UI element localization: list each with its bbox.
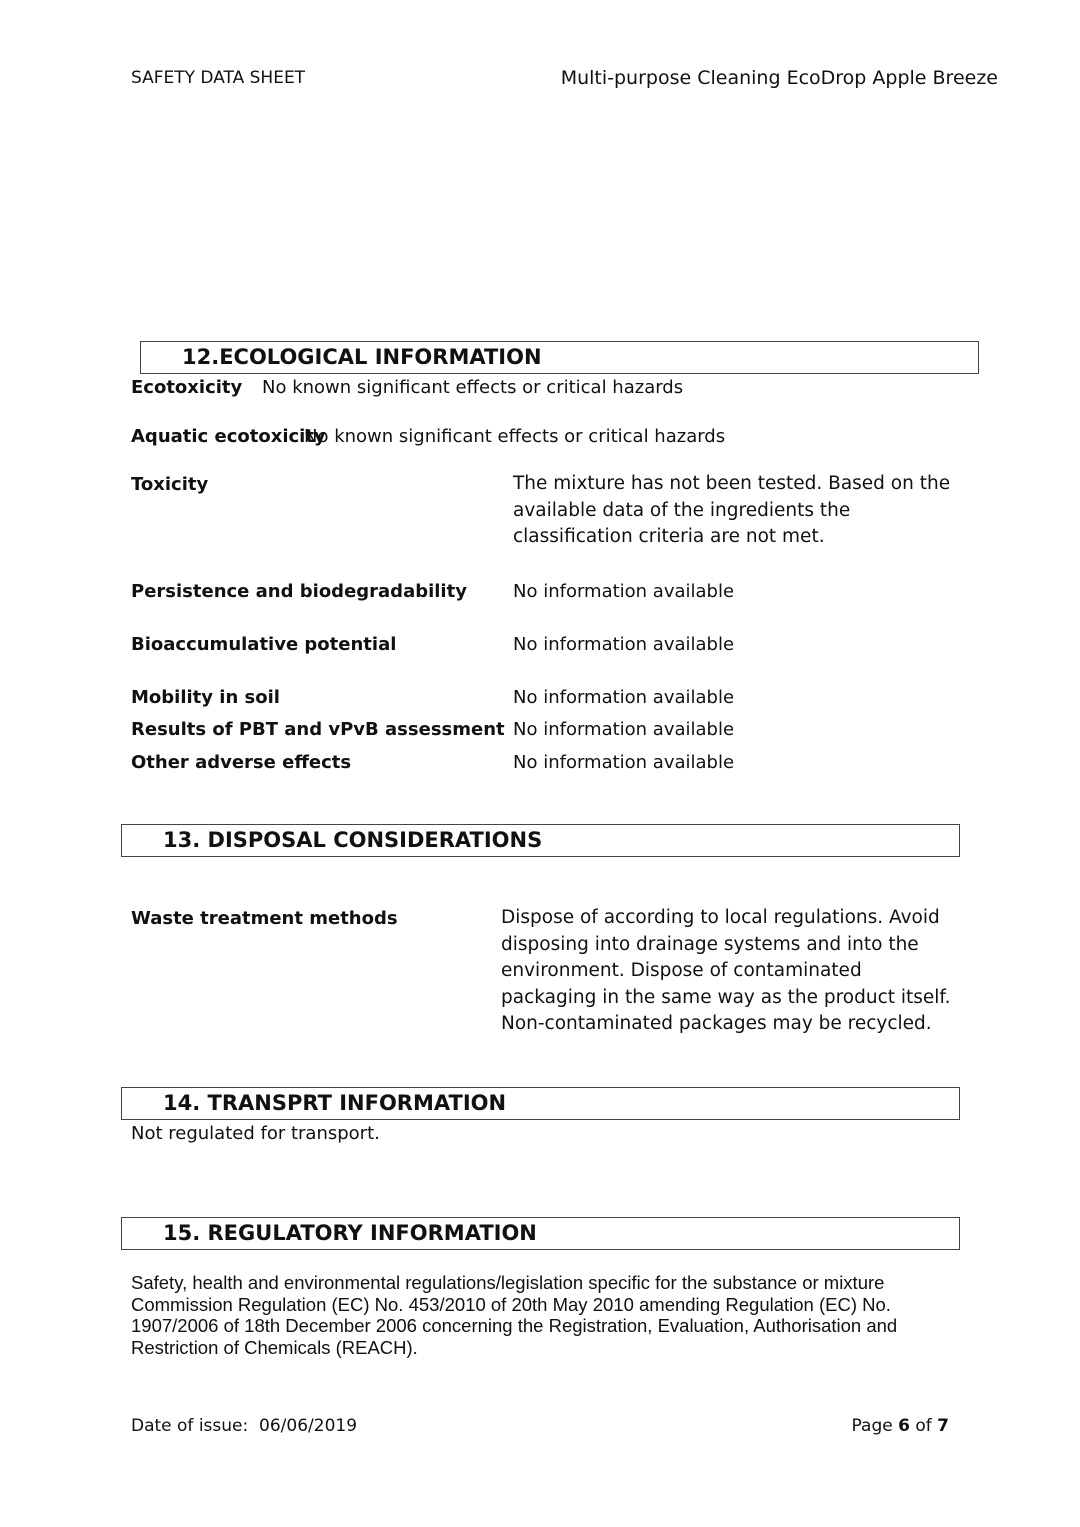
pbt-label: Results of PBT and vPvB assessment bbox=[131, 719, 505, 740]
persistence-label: Persistence and biodegradability bbox=[131, 581, 467, 602]
toxicity-value: The mixture has not been tested. Based on the available data of the ingredients the classification criteria are not met. bbox=[513, 473, 951, 547]
waste-treatment-label: Waste treatment methods bbox=[131, 908, 398, 929]
page-current: 6 bbox=[898, 1416, 910, 1436]
pbt-value: No information available bbox=[513, 719, 735, 740]
aquatic-ecotoxicity-label: Aquatic ecotoxicity bbox=[131, 426, 326, 447]
ecotoxicity-label: Ecotoxicity bbox=[131, 377, 243, 398]
waste-treatment-value: Dispose of according to local regulations. Avoid disposing into drainage systems and into the environment. Dispose of contaminated packaging in the same way as the product itself. Non-contaminated packages may be recycled. bbox=[501, 907, 951, 1034]
section-13-box bbox=[121, 824, 960, 857]
page-word: Page bbox=[851, 1416, 893, 1436]
toxicity-label: Toxicity bbox=[131, 474, 209, 495]
header-product-name: Multi-purpose Cleaning EcoDrop Apple Breeze bbox=[560, 67, 998, 89]
section-15-box bbox=[121, 1217, 960, 1250]
regulatory-text: Safety, health and environmental regulations/legislation specific for the substance or mixture Commission Regulation (EC) No. 453/2010 of 20th May 2010 amending Regulation (EC) No. 1907/2006 of 18th December 2006 concerning the Registration, Evaluation, Authorisation and Restriction of Chemicals (REACH). bbox=[131, 1272, 898, 1358]
page-of: of bbox=[915, 1416, 932, 1436]
mobility-label: Mobility in soil bbox=[131, 687, 280, 708]
persistence-value: No information available bbox=[513, 581, 735, 602]
section-12-box bbox=[140, 341, 979, 374]
header-document-type: SAFETY DATA SHEET bbox=[131, 68, 306, 88]
section-14-box bbox=[121, 1087, 960, 1120]
section-14-title: 14. TRANSPRT INFORMATION bbox=[163, 1091, 507, 1115]
transport-text: Not regulated for transport. bbox=[131, 1123, 380, 1144]
bioaccumulative-value: No information available bbox=[513, 634, 735, 655]
footer-page-number bbox=[852, 1416, 949, 1436]
footer-issue-date bbox=[131, 1416, 357, 1436]
other-effects-label: Other adverse effects bbox=[131, 752, 352, 773]
bioaccumulative-label: Bioaccumulative potential bbox=[131, 634, 397, 655]
section-12-title: 12.ECOLOGICAL INFORMATION bbox=[182, 345, 542, 369]
section-13-title: 13. DISPOSAL CONSIDERATIONS bbox=[163, 828, 543, 852]
page-total: 7 bbox=[937, 1416, 949, 1436]
ecotoxicity-value: No known significant effects or critical hazards bbox=[262, 377, 684, 398]
section-15-title: 15. REGULATORY INFORMATION bbox=[163, 1221, 537, 1245]
date-value: 06/06/2019 bbox=[259, 1416, 358, 1436]
other-effects-value: No information available bbox=[513, 752, 735, 773]
mobility-value: No information available bbox=[513, 687, 735, 708]
date-label: Date of issue: bbox=[131, 1416, 249, 1436]
aquatic-ecotoxicity-value: No known significant effects or critical hazards bbox=[304, 426, 726, 447]
